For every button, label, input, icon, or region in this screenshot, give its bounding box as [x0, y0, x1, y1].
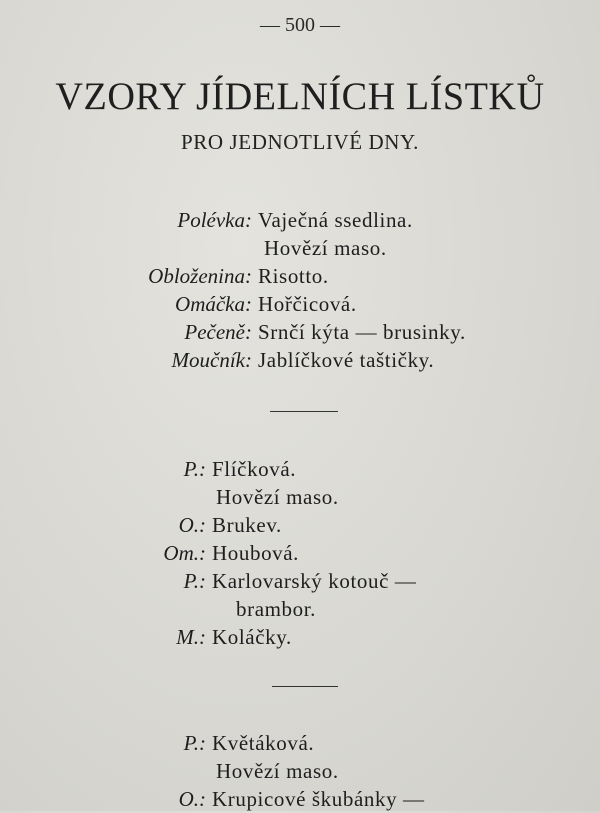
- menu-label: O.:: [178, 787, 206, 811]
- menu-divider: [272, 686, 338, 687]
- menu-text: Hovězí maso.: [264, 236, 387, 260]
- page-title: VZORY JÍDELNÍCH LÍSTKŮ: [55, 75, 545, 118]
- menu-text: brambor.: [236, 597, 317, 621]
- menu-text: Vaječná ssedlina.: [258, 208, 413, 232]
- menu-label: P.:: [183, 569, 206, 593]
- menu-label: Pečeně:: [184, 320, 252, 344]
- page-subtitle: PRO JEDNOTLIVÉ DNY.: [181, 130, 419, 154]
- menu-label: O.:: [178, 513, 206, 537]
- menu-label: P.:: [183, 731, 206, 755]
- menu-text: Hovězí maso.: [216, 759, 339, 783]
- menu-text: Karlovarský kotouč —: [212, 569, 417, 593]
- menu-text: Krupicové škubánky —: [212, 787, 425, 811]
- menu-label: P.:: [183, 457, 206, 481]
- menu-label: Omáčka:: [175, 292, 252, 316]
- menu-text: Houbová.: [212, 541, 300, 565]
- menu-text: Hovězí maso.: [216, 485, 339, 509]
- menu-text: Jablíčkové taštičky.: [258, 348, 435, 372]
- menu-label: Polévka:: [177, 208, 252, 232]
- menu-divider: [270, 411, 338, 412]
- menu-label: Moučník:: [171, 348, 252, 372]
- menu-label: M.:: [176, 625, 206, 649]
- menu-text: Risotto.: [258, 264, 329, 288]
- menu-text: Hořčicová.: [258, 292, 357, 316]
- menu-text: Srnčí kýta — brusinky.: [258, 320, 466, 344]
- menu-text: Květáková.: [212, 731, 315, 755]
- menu-text: Flíčková.: [212, 457, 297, 481]
- menu-label: Om.:: [163, 541, 206, 565]
- page-number: — 500 —: [260, 14, 340, 36]
- menu-label: Obloženina:: [148, 264, 252, 288]
- menu-text: Koláčky.: [212, 625, 292, 649]
- menu-text: Brukev.: [212, 513, 282, 537]
